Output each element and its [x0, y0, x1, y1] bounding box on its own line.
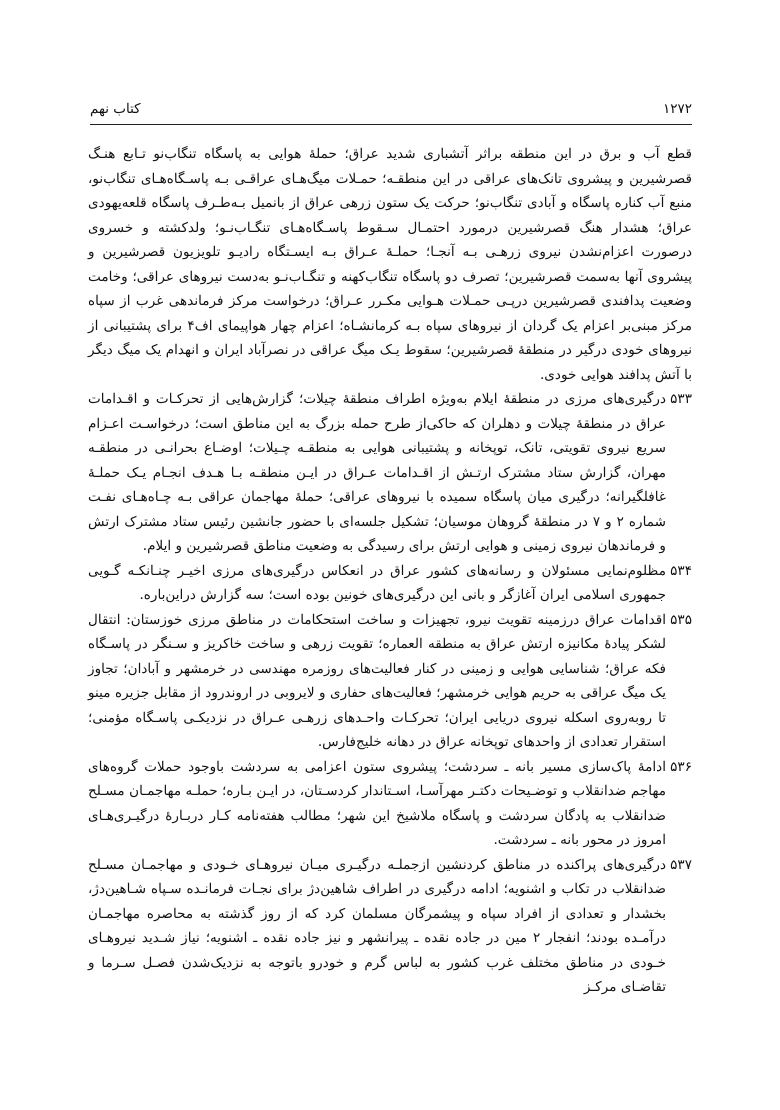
page-number: ۱۲۷۲: [662, 101, 692, 117]
entry-534: [88, 559, 692, 608]
entry-text: ادامهٔ پاک‌سازی مسیر بانه ـ سردشت؛ پیشروی ستون اعزامی به سردشت باوجود حملات گروه‌های مهاجم ضدانقلاب و توضـیحات دکتـر مهرآسـا، اسـتاندار کردسـتان، در ایـن بـاره؛ حملـه مهاجمـان مسـلح ضدانقلاب به پادگان سردشت و پاسگاه ملاشیخ این شهر؛ مطالب هفته‌نامه کـار دربـارهٔ درگیـری‌هـای امروز در محور بانه ـ سردشت.: [88, 758, 666, 848]
entry-536: [88, 755, 692, 853]
entry-text: درگیری‌های مرزی در منطقهٔ ایلام به‌ویژه اطراف منطقهٔ چیلات؛ گزارش‌هایی از تحرکـات و اقـدامات عراق در منطقهٔ چیلات و دهلران که حاکی‌از طرح حمله بزرگ به این مناطق است؛ درخواسـت اعـزام سریع نیروی تقویتی، تانک، توپخانه و پشتیبانی هوایی به منطقـه چـیلات؛ اوضـاع بحرانـی در منطقـه مهران، گزارش ستاد مشترک ارتـش از اقـدامات عـراق در ایـن منطقـه بـا هـدف انجـام یـک حملـهٔ غافلگیرانه؛ درگیری میان پاسگاه سمیده با نیروهای عراقی؛ حملهٔ مهاجمان عراقی بـه چـاه‌هـای نفـت شماره ۲ و ۷ در منطقهٔ گروهان موسیان؛ تشکیل جلسه‌ای با حضور جانشین رئیس ستاد مشترک ارتش و فرماندهان نیروی زمینی و هوایی ارتش برای رسیدگی به وضعیت مناطق قصرشیرین و ایلام.: [88, 391, 666, 554]
entry-continuation: [88, 142, 692, 387]
running-header: [90, 97, 692, 121]
entry-533: [88, 387, 692, 559]
entry-text: قطع آب و برق در این منطقه براثر آتشباری شدید عراق؛ حملهٔ هوایی به پاسگاه تنگاب‌نو تـابع هنـگ قصرشیرین و پیشروی تانک‌های عراقی در این منطقـه؛ حمـلات میگ‌هـای عراقـی بـه پاسـگاه‌هـای تنگاب‌نو، منبع آب کناره پاسگاه و آبادی تنگاب‌نو؛ حرکت یک ستون زرهی عراق از بانمیل بـه‌طـرف پاسگاه قلعه‌یهودی عراق؛ هشدار هنگ قصرشیرین درمورد احتمـال سـقوط پاسـگاه‌هـای تنگـاب‌نـو؛ ولدکشته و خسروی درصورت اعزام‌نشدن نیروی زرهـی بـه آنجـا؛ حملـهٔ عـراق بـه ایسـتگاه رادیـو تلویزیون قصرشیرین و پیشروی آنها به‌سمت قصرشیرین؛ تصرف دو پاسگاه تنگاب‌کهنه و تنگـاب‌نـو به‌دست نیروهای عراقی؛ وخامت وضعیت پدافندی قصرشیرین درپـی حمـلات هـوایی مکـرر عـراق؛ درخواست مرکز فرماندهی غرب از سپاه مرکز مبنی‌بر اعزام یک گردان از نیروهای سپاه بـه کرمانشـاه؛ اعزام چهار هواپیمای اف۴ برای پشتیبانی از نیروهای خودی درگیر در منطقهٔ قصرشیرین؛ سقوط یـک میگ عراقی در نصرآباد ایران و انهدام یک میگ دیگر با آتش پدافند هوایی خودی.: [88, 146, 692, 383]
page-body: [88, 142, 692, 1000]
entry-number: ۵۳۴: [670, 562, 692, 579]
entry-number: ۵۳۷: [670, 856, 692, 873]
entry-535: [88, 608, 692, 755]
entry-number: ۵۳۶: [670, 758, 692, 775]
entry-text: مظلوم‌نمایی مسئولان و رسانه‌های کشور عراق در انعکاس درگیری‌های مرزی اخیـر چنـانکـه گـویی جمهوری اسلامی ایران آغازگر و بانی این درگیری‌های خونین بوده است؛ سه گزارش دراین‌باره.: [88, 562, 666, 603]
entry-text: درگیری‌های پراکنده در مناطق کردنشین ازجملـه درگیـری میـان نیروهـای خـودی و مهاجمـان مسـلح ضدانقلاب در تکاب و اشنویه؛ ادامه درگیری در اطراف شاهین‌دژ برای نجـات فرمانـده سـپاه شـاهین‌دژ، بخشدار و تعدادی از افراد سپاه و پیشمرگان مسلمان کرد که از روز گذشته به محاصره مهاجمـان درآمـده بودند؛ انفجار ۲ مین در جاده نقده ـ پیرانشهر و نیز جاده نقده ـ اشنویه؛ نیاز شـدید نیروهـای خـودی در مناطق مختلف غرب کشور به لباس گرم و خودرو باتوجه به نزدیک‌شدن فصـل سـرما و تقاضـای مرکـز: [88, 856, 666, 995]
entry-number: ۵۳۵: [670, 611, 692, 628]
book-title: کتاب نهم: [90, 101, 141, 117]
entry-number: ۵۳۳: [670, 391, 692, 407]
header-divider: [90, 124, 692, 125]
entry-537: [88, 853, 692, 1000]
entry-text: اقدامات عراق درزمینه تقویت نیرو، تجهیزات و ساخت استحکامات در مناطق مرزی خوزستان: انتقال لشکر پیادهٔ مکانیزه ارتش عراق به منطقه العماره؛ تقویت زرهی و ساخت خاکریز و سـنگر در پاسـگاه فکه عراق؛ شناسایی هوایی و زمینی در کنار فعالیت‌های روزمره مهندسی در خرمشهر و آبادان؛ تجاوز یک میگ عراقی به حریم هوایی خرمشهر؛ فعالیت‌های حفاری و لایروبی در اروندرود از مقابل جزیره مینو تا روبه‌روی اسکله نیروی دریایی ایران؛ تحرکـات واحـدهای زرهـی عـراق در نزدیکـی پاسـگاه مؤمنی؛ استقرار تعدادی از واحدهای توپخانه عراق در دهانه خلیج‌فارس.: [88, 611, 666, 750]
